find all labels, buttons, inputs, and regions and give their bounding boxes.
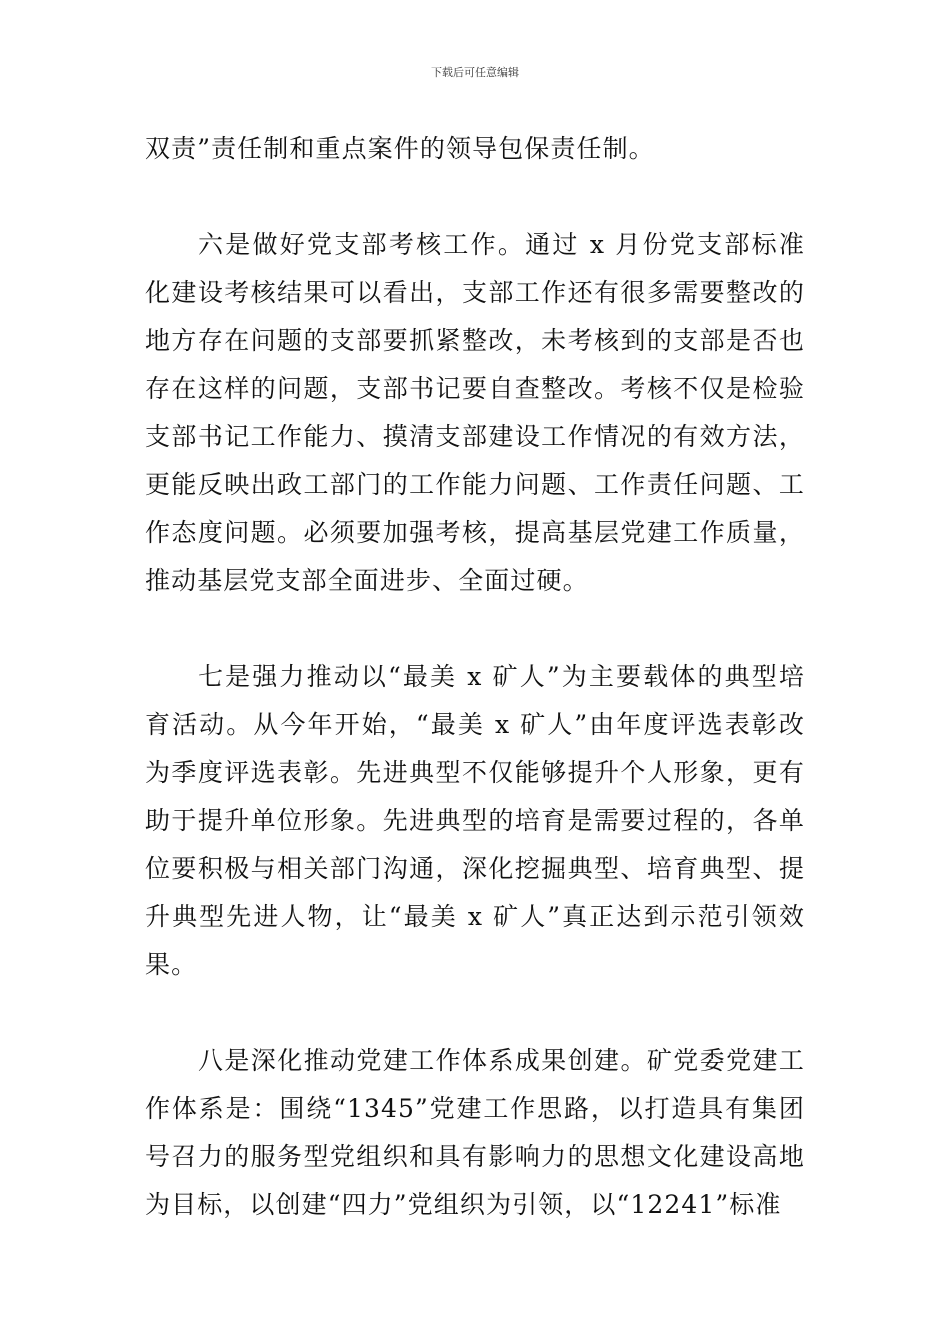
paragraph-eight: 八是深化推动党建工作体系成果创建。矿党委党建工作体系是：围绕“1345”党建工作思路，以打造具有集团号召力的服务型党组织和具有影响力的思想文化建设高地为目标，以创建“四力”党组织为引领，以“12241”标准 — [145, 1046, 805, 1219]
page-header-note: 下载后可任意编辑 — [431, 66, 519, 79]
paragraph-seven: 七是强力推动以“最美 x 矿人”为主要载体的典型培育活动。从今年开始，“最美 x 矿人”由年度评选表彰改为季度评选表彰。先进典型不仅能够提升个人形象，更有助于提升单位形象。先进典型的培育是需要过程的，各单位要积极与相关部门沟通，深化挖掘典型、培育典型、提升典型先进人物，让“最美 x 矿人”真正达到示范引领效果。 — [145, 662, 805, 979]
document-body — [145, 125, 805, 1229]
paragraph-six: 六是做好党支部考核工作。通过 x 月份党支部标准化建设考核结果可以看出，支部工作还有很多需要整改的地方存在问题的支部要抓紧整改，未考核到的支部是否也存在这样的问题，支部书记要自查整改。考核不仅是检验支部书记工作能力、摸清支部建设工作情况的有效方法，更能反映出政工部门的工作能力问题、工作责任问题、工作态度问题。必须要加强考核，提高基层党建工作质量，推动基层党支部全面进步、全面过硬。 — [145, 230, 805, 595]
paragraph-continued: 双责”责任制和重点案件的领导包保责任制。 — [145, 134, 655, 163]
